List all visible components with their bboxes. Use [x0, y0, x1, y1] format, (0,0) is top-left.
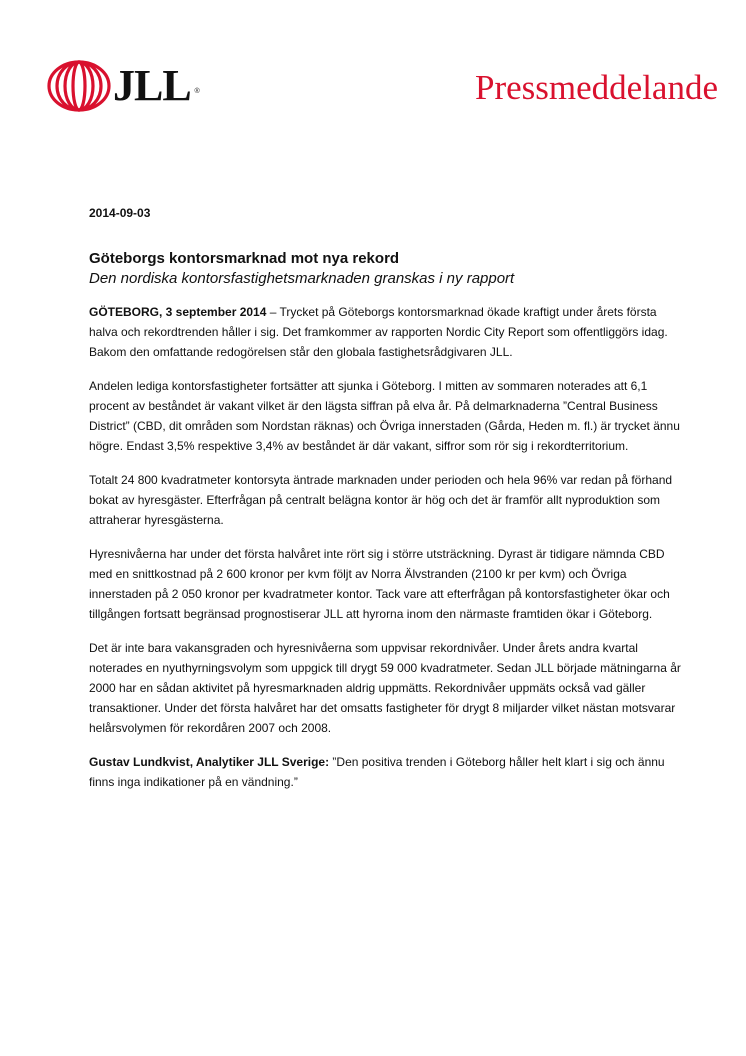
paragraph-records: Det är inte bara vakansgraden och hyresnivåerna som uppvisar rekordnivåer. Under årets andra kvartal noterades en nyuthyrningsvolym som uppgick till drygt 59 000 kvadratmeter. Sedan JLL började mätningarna år 2000 har en sådan aktivitet på hyresmarknaden aldrig uppmätts. Rekordnivåer uppmäts också vad gäller transaktioner. Under det första halvåret har det omsatts fastigheter för drygt 8 miljarder vilket nästan motsvarar helårsvolymen för rekordåren 2007 och 2008.: [89, 641, 681, 735]
quote-text: ”Den positiva trenden i Göteborg håller helt klart i sig och ännu finns inga indikationer på en vändning.”: [89, 755, 665, 789]
headline: Göteborgs kontorsmarknad mot nya rekord: [89, 250, 400, 267]
quote-attribution: Gustav Lundkvist, Analytiker JLL Sverige:: [89, 755, 330, 769]
paragraph-vacancy: Andelen lediga kontorsfastigheter fortsätter att sjunka i Göteborg. I mitten av sommaren noterades att 6,1 procent av beståndet är vakant vilket är den lägsta siffran på elva år. På delmarknaderna ”Central Business District” (CBD, dit områden som Nordstan räknas) och Övriga innerstaden (Gårda, Heden m. fl.) är trycket ännu högre. Endast 3,5% respektive 3,4% av beståndet är där vakant, siffror som rör sig i rekordterritorium.: [89, 379, 680, 453]
subheadline: Den nordiska kontorsfastighetsmarknaden granskas i ny rapport: [89, 270, 515, 287]
press-release-body: [89, 205, 687, 806]
jll-logo: [47, 60, 199, 112]
document-type-title: Pressmeddelande: [475, 68, 718, 107]
jll-logo-mark-icon: [47, 60, 111, 112]
release-date: 2014-09-03: [89, 206, 151, 220]
paragraph-rents: Hyresnivåerna har under det första halvåret inte rört sig i större utsträckning. Dyrast är tidigare nämnda CBD med en snittkostnad på 2 600 kronor per kvm följt av Norra Älvstranden (2100 kr per kvm) och Övriga innerstaden på 2 050 kronor per kvadratmeter kontor. Tack vare att efterfrågan på kontorsfastigheter ökar och tillgången fortsatt begränsad prognostiserar JLL att hyrorna inom den närmaste framtiden ökar i Göteborg.: [89, 547, 670, 621]
paragraph-intro: [89, 302, 687, 362]
page-header: [0, 0, 746, 130]
logo-wordmark: JLL ®: [113, 60, 191, 112]
paragraph-quote: [89, 752, 687, 792]
paragraph-new-supply: Totalt 24 800 kvadratmeter kontorsyta äntrade marknaden under perioden och hela 96% var redan på förhand bokat av hyresgäster. Efterfrågan på centralt belägna kontor är hög och det är framför allt nyproduktion som attraherar hyresgästerna.: [89, 473, 673, 527]
intro-text: – Trycket på Göteborgs kontorsmarknad ökade kraftigt under årets första halva och rekordtrenden håller i sig. Det framkommer av rapporten Nordic City Report som offentliggörs idag. Bakom den omfattande redogörelsen står den globala fastighetsrådgivaren JLL.: [89, 305, 668, 359]
dateline: GÖTEBORG, 3 september 2014: [89, 305, 267, 319]
registered-mark: ®: [194, 88, 199, 95]
